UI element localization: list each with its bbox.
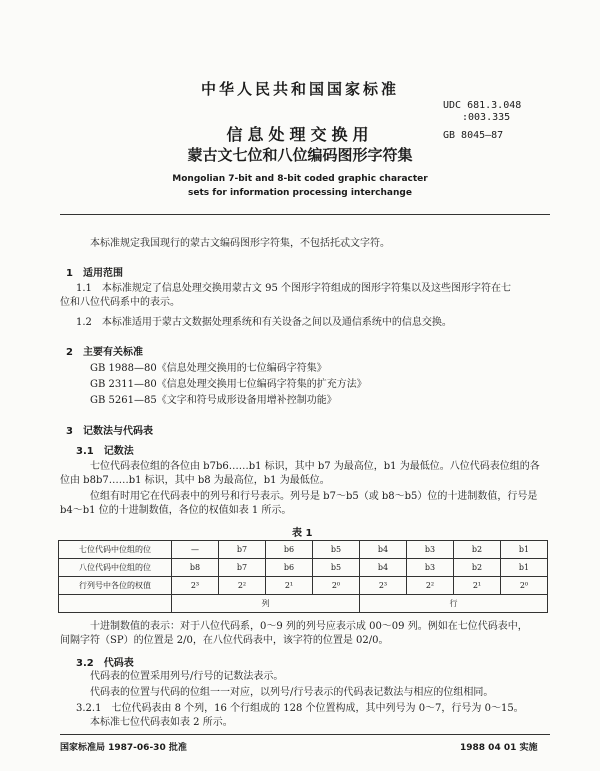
table-cell: 2³ [360,577,407,595]
table-cell: 2¹ [266,577,313,595]
title-line2: 蒙古文七位和八位编码图形字符集 [187,146,413,164]
udc-code-line1: UDC 681.3.048 [443,100,522,111]
table-row-label: 行列号中各位的权值 [59,577,172,595]
section3-1-p1-line1: 七位代码表位组的各位由 b7b6……b1 标识，其中 b7 为最高位，b1 为最低位。八位代码表位组的各 [90,461,540,472]
reference-gb5261: GB 5261—85《文字和符号成形设备用增补控制功能》 [90,395,337,406]
table-row [59,541,548,559]
table-cell: — [172,541,219,559]
table-cell: b6 [266,541,313,559]
approval-date: 国家标准局 1987-06-30 批准 [60,743,187,753]
table-row-label: 八位代码中位组的位 [59,559,172,577]
table-cell: b7 [219,559,266,577]
section3-2-1-pd: 本标准七位代码表如表 2 所示。 [90,717,233,728]
table-cell: b6 [266,559,313,577]
english-title-line1: Mongolian 7-bit and 8-bit coded graphic character [172,174,428,184]
table-cell: b3 [407,559,454,577]
after-table-line1: 十进制数值的表示：对于八位代码系，0～9 列的列号应表示成 00～09 列。例如在七位代码表中， [90,621,528,632]
table-cell: b2 [454,541,501,559]
table-cell: b8 [172,559,219,577]
section3-2-pa: 代码表的位置采用列号/行号的记数法表示。 [90,671,284,682]
section3-2-heading: 3.2 代码表 [76,658,134,669]
section3-2-pb: 代码表的位置与代码的位组一一对应，以列号/行号表示的代码表记数法与相应的位组相同。 [90,687,494,698]
gb-number: GB 8045—87 [443,130,504,141]
table-row [59,595,548,613]
section3-heading: 3 记数法与代码表 [66,426,153,437]
section3-1-heading: 3.1 记数法 [76,446,134,457]
table-cell: b3 [407,541,454,559]
section1-p1-line2: 位和八位代码系中的表示。 [60,297,180,308]
table-row [59,559,548,577]
section1-p1-line1: 1.1 本标准规定了信息处理交换用蒙古文 95 个图形字符组成的图形字符集以及这些图形字符在七 [76,283,511,294]
table-cell: b4 [360,559,407,577]
section1-p2: 1.2 本标准适用于蒙古文数据处理系统和有关设备之间以及通信系统中的信息交换。 [76,317,452,328]
header-divider [60,214,550,215]
english-title-line2: sets for information processing interchange [188,188,412,198]
table1-caption: 表 1 [292,528,313,539]
table-cell: b1 [501,559,548,577]
table-empty-cell [59,595,172,613]
standard-name: 中华人民共和国国家标准 [200,80,399,98]
reference-gb1988: GB 1988—80《信息处理交换用的七位编码字符集》 [90,363,327,374]
section3-1-p1-line2: 位由 b8b7……b1 标识，其中 b8 为最高位，b1 为最低位。 [60,475,330,486]
table-cell: b5 [313,541,360,559]
effective-date: 1988 04 01 实施 [460,743,538,753]
table-cell: 2³ [172,577,219,595]
section3-1-p2-line2: b4～b1 位的十进制数值，各位的权值如表 1 所示。 [60,505,292,516]
title-line1: 信息处理交换用 [226,125,374,144]
table-cell: 2² [219,577,266,595]
table-cell: b7 [219,541,266,559]
bit-weight-table [58,540,548,613]
section3-2-1-pc: 3.2.1 七位代码表由 8 个列，16 个行组成的 128 个位置构成，其中列号为 0～7，行号为 0～15。 [76,703,524,714]
table-cell: b4 [360,541,407,559]
reference-gb2311: GB 2311—80《信息处理交换用七位编码字符集的扩充方法》 [90,379,367,390]
column-group-label: 列 [172,595,360,613]
after-table-line2: 间隔字符（SP）的位置是 2/0，在八位代码表中，该字符的位置是 02/0。 [60,635,389,646]
table-cell: 2⁰ [501,577,548,595]
section3-1-p2-line1: 位组有时用它在代码表中的列号和行号表示。列号是 b7～b5（或 b8～b5）位的十进制数值，行号是 [90,491,538,502]
table-row [59,577,548,595]
udc-code-line2: :003.335 [462,112,511,123]
table-cell: 2⁰ [313,577,360,595]
table-cell: 2¹ [454,577,501,595]
table-cell: b1 [501,541,548,559]
row-group-label: 行 [360,595,548,613]
section2-heading: 2 主要有关标准 [66,347,143,358]
table-cell: b2 [454,559,501,577]
footer-divider [60,734,550,735]
table-row-label: 七位代码中位组的位 [59,541,172,559]
section1-heading: 1 适用范围 [66,268,123,279]
table-cell: 2² [407,577,454,595]
intro-paragraph: 本标准规定我国现行的蒙古文编码图形字符集，不包括托忒文字符。 [90,238,390,249]
table-cell: b5 [313,559,360,577]
